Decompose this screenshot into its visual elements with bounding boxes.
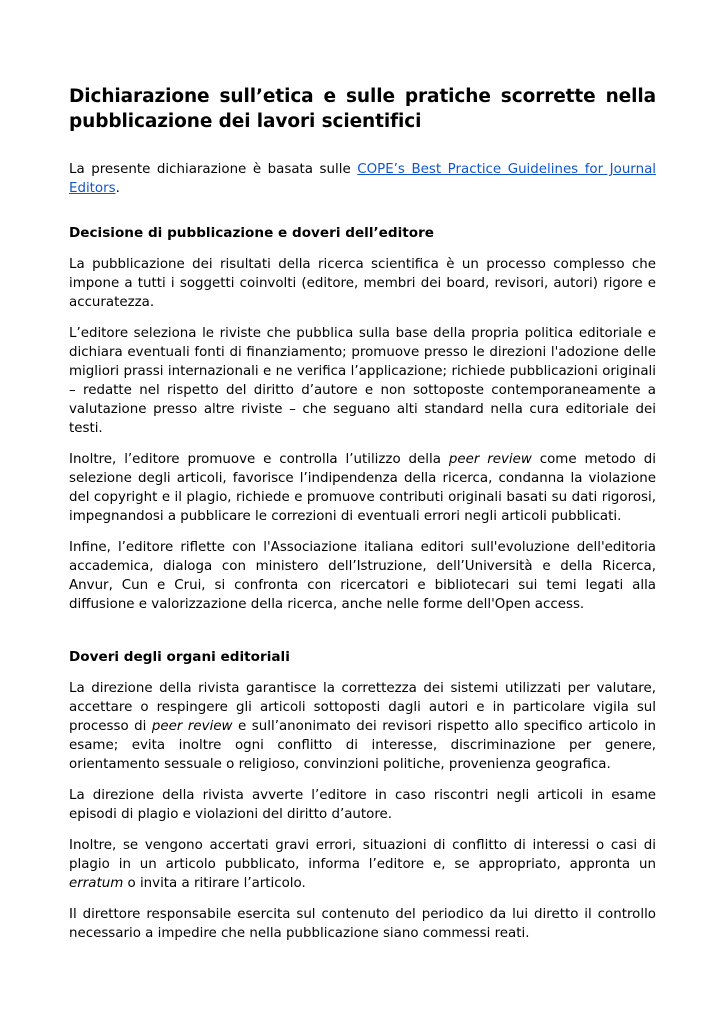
paragraph: Il direttore responsabile esercita sul contenuto del periodico da lui diretto il controllo necessario a impedire che nella pubblicazione siano commessi reati. (69, 907, 656, 941)
paragraph-text: e sull’anonimato dei revisori rispetto allo specifico articolo in esame; evita inoltre ogni conflitto di interesse, discriminazione per genere, orientamento sessuale o religioso, convinzioni politiche, provenienza geografica. (69, 719, 656, 772)
paragraph: La direzione della rivista avverte l’editore in caso riscontri negli articoli in esame episodi di plagio e violazioni del diritto d’autore. (69, 788, 656, 822)
italic-term: peer review (151, 719, 233, 734)
intro-period: . (115, 181, 120, 196)
paragraph: La pubblicazione dei risultati della ricerca scientifica è un processo complesso che impone a tutti i soggetti coinvolti (editore, membri dei board, revisori, autori) rigore e accuratezza. (69, 257, 656, 310)
paragraph-text: o invita a ritirare l’articolo. (123, 876, 306, 891)
paragraph: Infine, l’editore riflette con l'Associazione italiana editori sull'evoluzione dell'editoria accademica, dialoga con ministero dell’Istruzione, dell’Università e della Ricerca, Anvur, Cun e Crui, si confronta con ricercatori e bibliotecari sui temi legati alla diffusione e valorizzazione della ricerca, anche nelle forme dell'Open access. (69, 540, 656, 612)
italic-term: peer review (448, 452, 532, 467)
section-heading-publication-decision: Decisione di pubblicazione e doveri dell’editore (69, 225, 435, 241)
document-page (69, 84, 656, 955)
paragraph-text: La direzione della rivista garantisce la correttezza dei sistemi utilizzati per valutare, accettare o respingere gli articoli sottoposti dagli autori e in particolare vigila sul processo di (69, 681, 656, 734)
paragraph-text: Inoltre, l’editore promuove e controlla l’utilizzo della (69, 452, 449, 467)
paragraph (69, 836, 656, 893)
paragraph-text: Inoltre, se vengono accertati gravi errori, situazioni di conflitto di interessi o casi di plagio in un articolo pubblicato, informa l’editore e, se appropriato, appronta un (69, 838, 656, 872)
italic-term: erratum (69, 876, 124, 891)
section-heading-editorial-duties: Doveri degli organi editoriali (69, 649, 290, 665)
cope-guidelines-link[interactable]: COPE’s Best Practice Guidelines for Journal Editors (69, 162, 656, 196)
paragraph-text: come metodo di selezione degli articoli, favorisce l’indipendenza della ricerca, condanna la violazione del copyright e il plagio, richiede e promuove contributi originali basati su dati rigorosi, impegnandosi a pubblicare le correzioni di eventuali errori negli articoli pubblicati. (69, 452, 656, 524)
intro-paragraph (69, 160, 656, 198)
paragraph (69, 679, 656, 774)
document-title: Dichiarazione sull’etica e sulle pratiche scorrette nella pubblicazione dei lavori scientifici (69, 86, 656, 132)
paragraph: L’editore seleziona le riviste che pubblica sulla base della propria politica editoriale e dichiara eventuali fonti di finanziamento; promuove presso le direzioni l'adozione delle migliori prassi internazionali e ne verifica l’applicazione; richiede pubblicazioni originali – redatte nel rispetto del diritto d’autore e non sottoposte contemporaneamente a valutazione presso altre riviste – che seguano alti standard nella cura editoriale dei testi. (69, 326, 656, 436)
intro-text: La presente dichiarazione è basata sulle (69, 162, 358, 177)
paragraph (69, 450, 656, 526)
